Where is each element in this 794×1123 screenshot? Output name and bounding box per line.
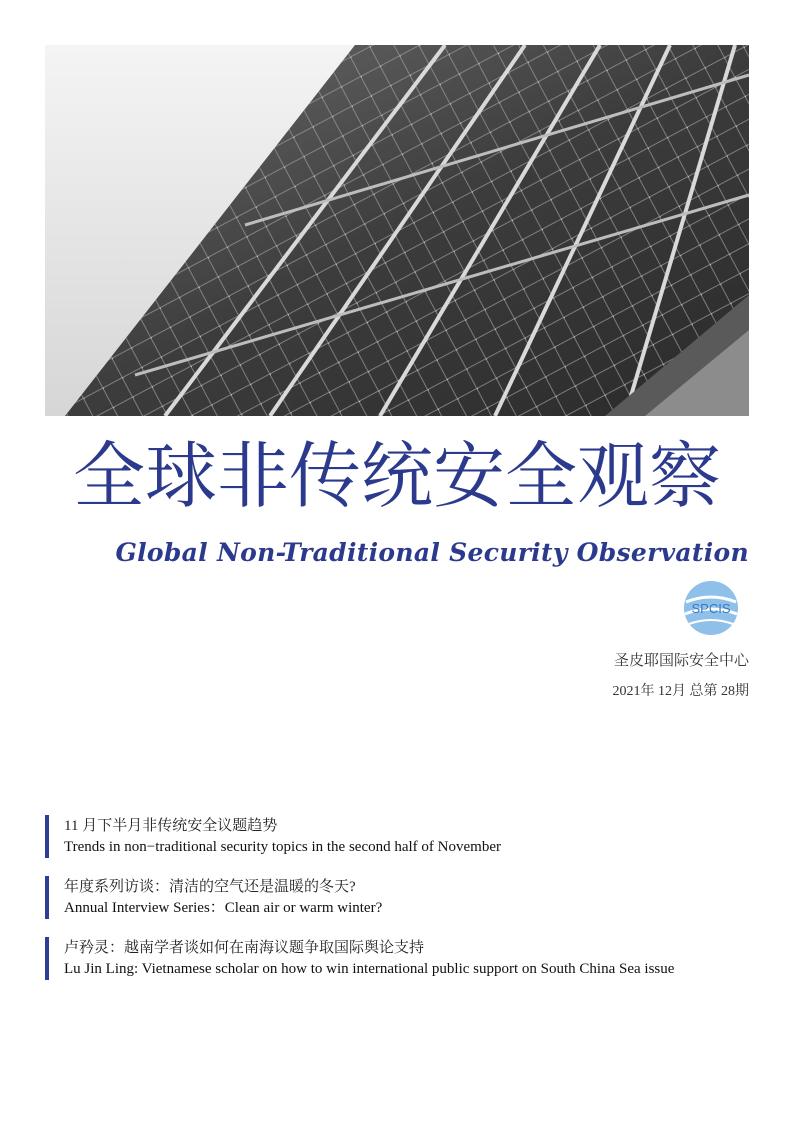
- spcis-logo: [683, 580, 739, 636]
- table-of-contents: [45, 815, 750, 998]
- toc-item[interactable]: [45, 815, 750, 858]
- toc-item-title-cn: 年度系列访谈：清洁的空气还是温暖的冬天?: [64, 879, 356, 895]
- organization-name: 圣皮耶国际安全中心: [613, 653, 749, 669]
- svg-text:SPCIS: SPCIS: [691, 601, 731, 616]
- toc-item-title-en: Trends in non−traditional security topics in the second half of November: [64, 839, 501, 855]
- toc-item-title-en: Lu Jin Ling: Vietnamese scholar on how to win international public support on South China Sea issue: [64, 961, 675, 977]
- toc-item-title-cn: 卢矜灵：越南学者谈如何在南海议题争取国际舆论支持: [64, 940, 425, 956]
- cover-photo: [45, 45, 749, 416]
- toc-item-title-cn: 11 月下半月非传统安全议题趋势: [64, 818, 278, 834]
- cover-title-english: Global Non-Traditional Security Observation: [115, 538, 749, 567]
- issue-date: 2021年 12月 总第 28期: [612, 684, 749, 699]
- toc-item[interactable]: [45, 937, 750, 980]
- toc-item[interactable]: [45, 876, 750, 919]
- solar-panel-illustration: [45, 45, 749, 416]
- cover-title-chinese: 全球非传统安全观察: [72, 434, 721, 518]
- toc-item-title-en: Annual Interview Series：Clean air or warm winter?: [64, 900, 383, 916]
